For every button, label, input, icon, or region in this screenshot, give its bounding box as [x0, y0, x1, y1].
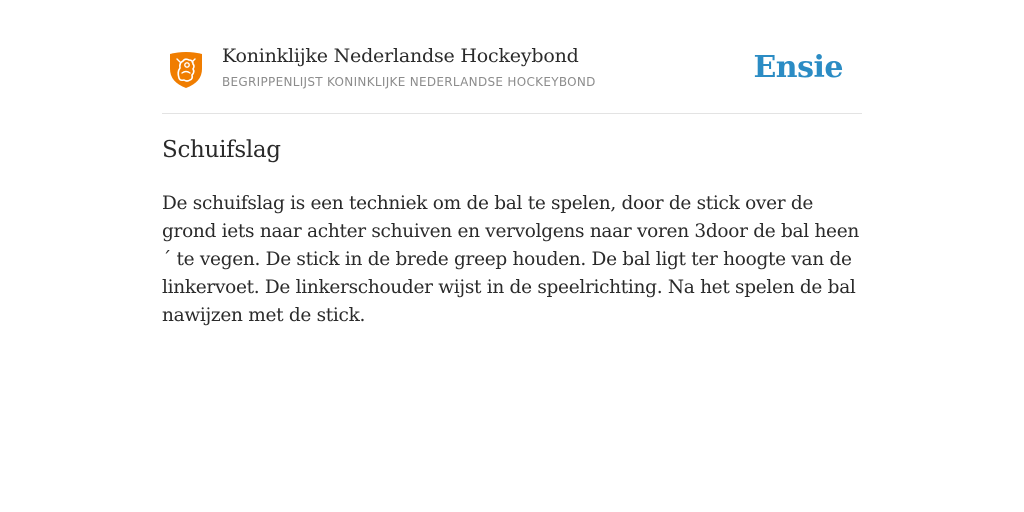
- term-definition: De schuifslag is een techniek om de bal te spelen, door de stick over de grond iets naar achter schuiven en vervolgens naar voren 3door de bal heen´ te vegen. De stick in de brede greep houden. De bal ligt ter hoogte van de linkervoet. De linkerschouder wijst in de speelrichting. Na het spelen de bal nawijzen met de stick.: [162, 193, 859, 326]
- org-subtitle: BEGRIPPENLIJST KONINKLIJKE NEDERLANDSE HOCKEYBOND: [222, 75, 596, 89]
- org-title[interactable]: Koninklijke Nederlandse Hockeybond: [222, 45, 579, 67]
- brand-logo-link[interactable]: Ensie: [753, 50, 843, 85]
- term-title: Schuifslag: [162, 137, 281, 163]
- lion-shield-icon[interactable]: [168, 51, 204, 89]
- header: [162, 40, 862, 114]
